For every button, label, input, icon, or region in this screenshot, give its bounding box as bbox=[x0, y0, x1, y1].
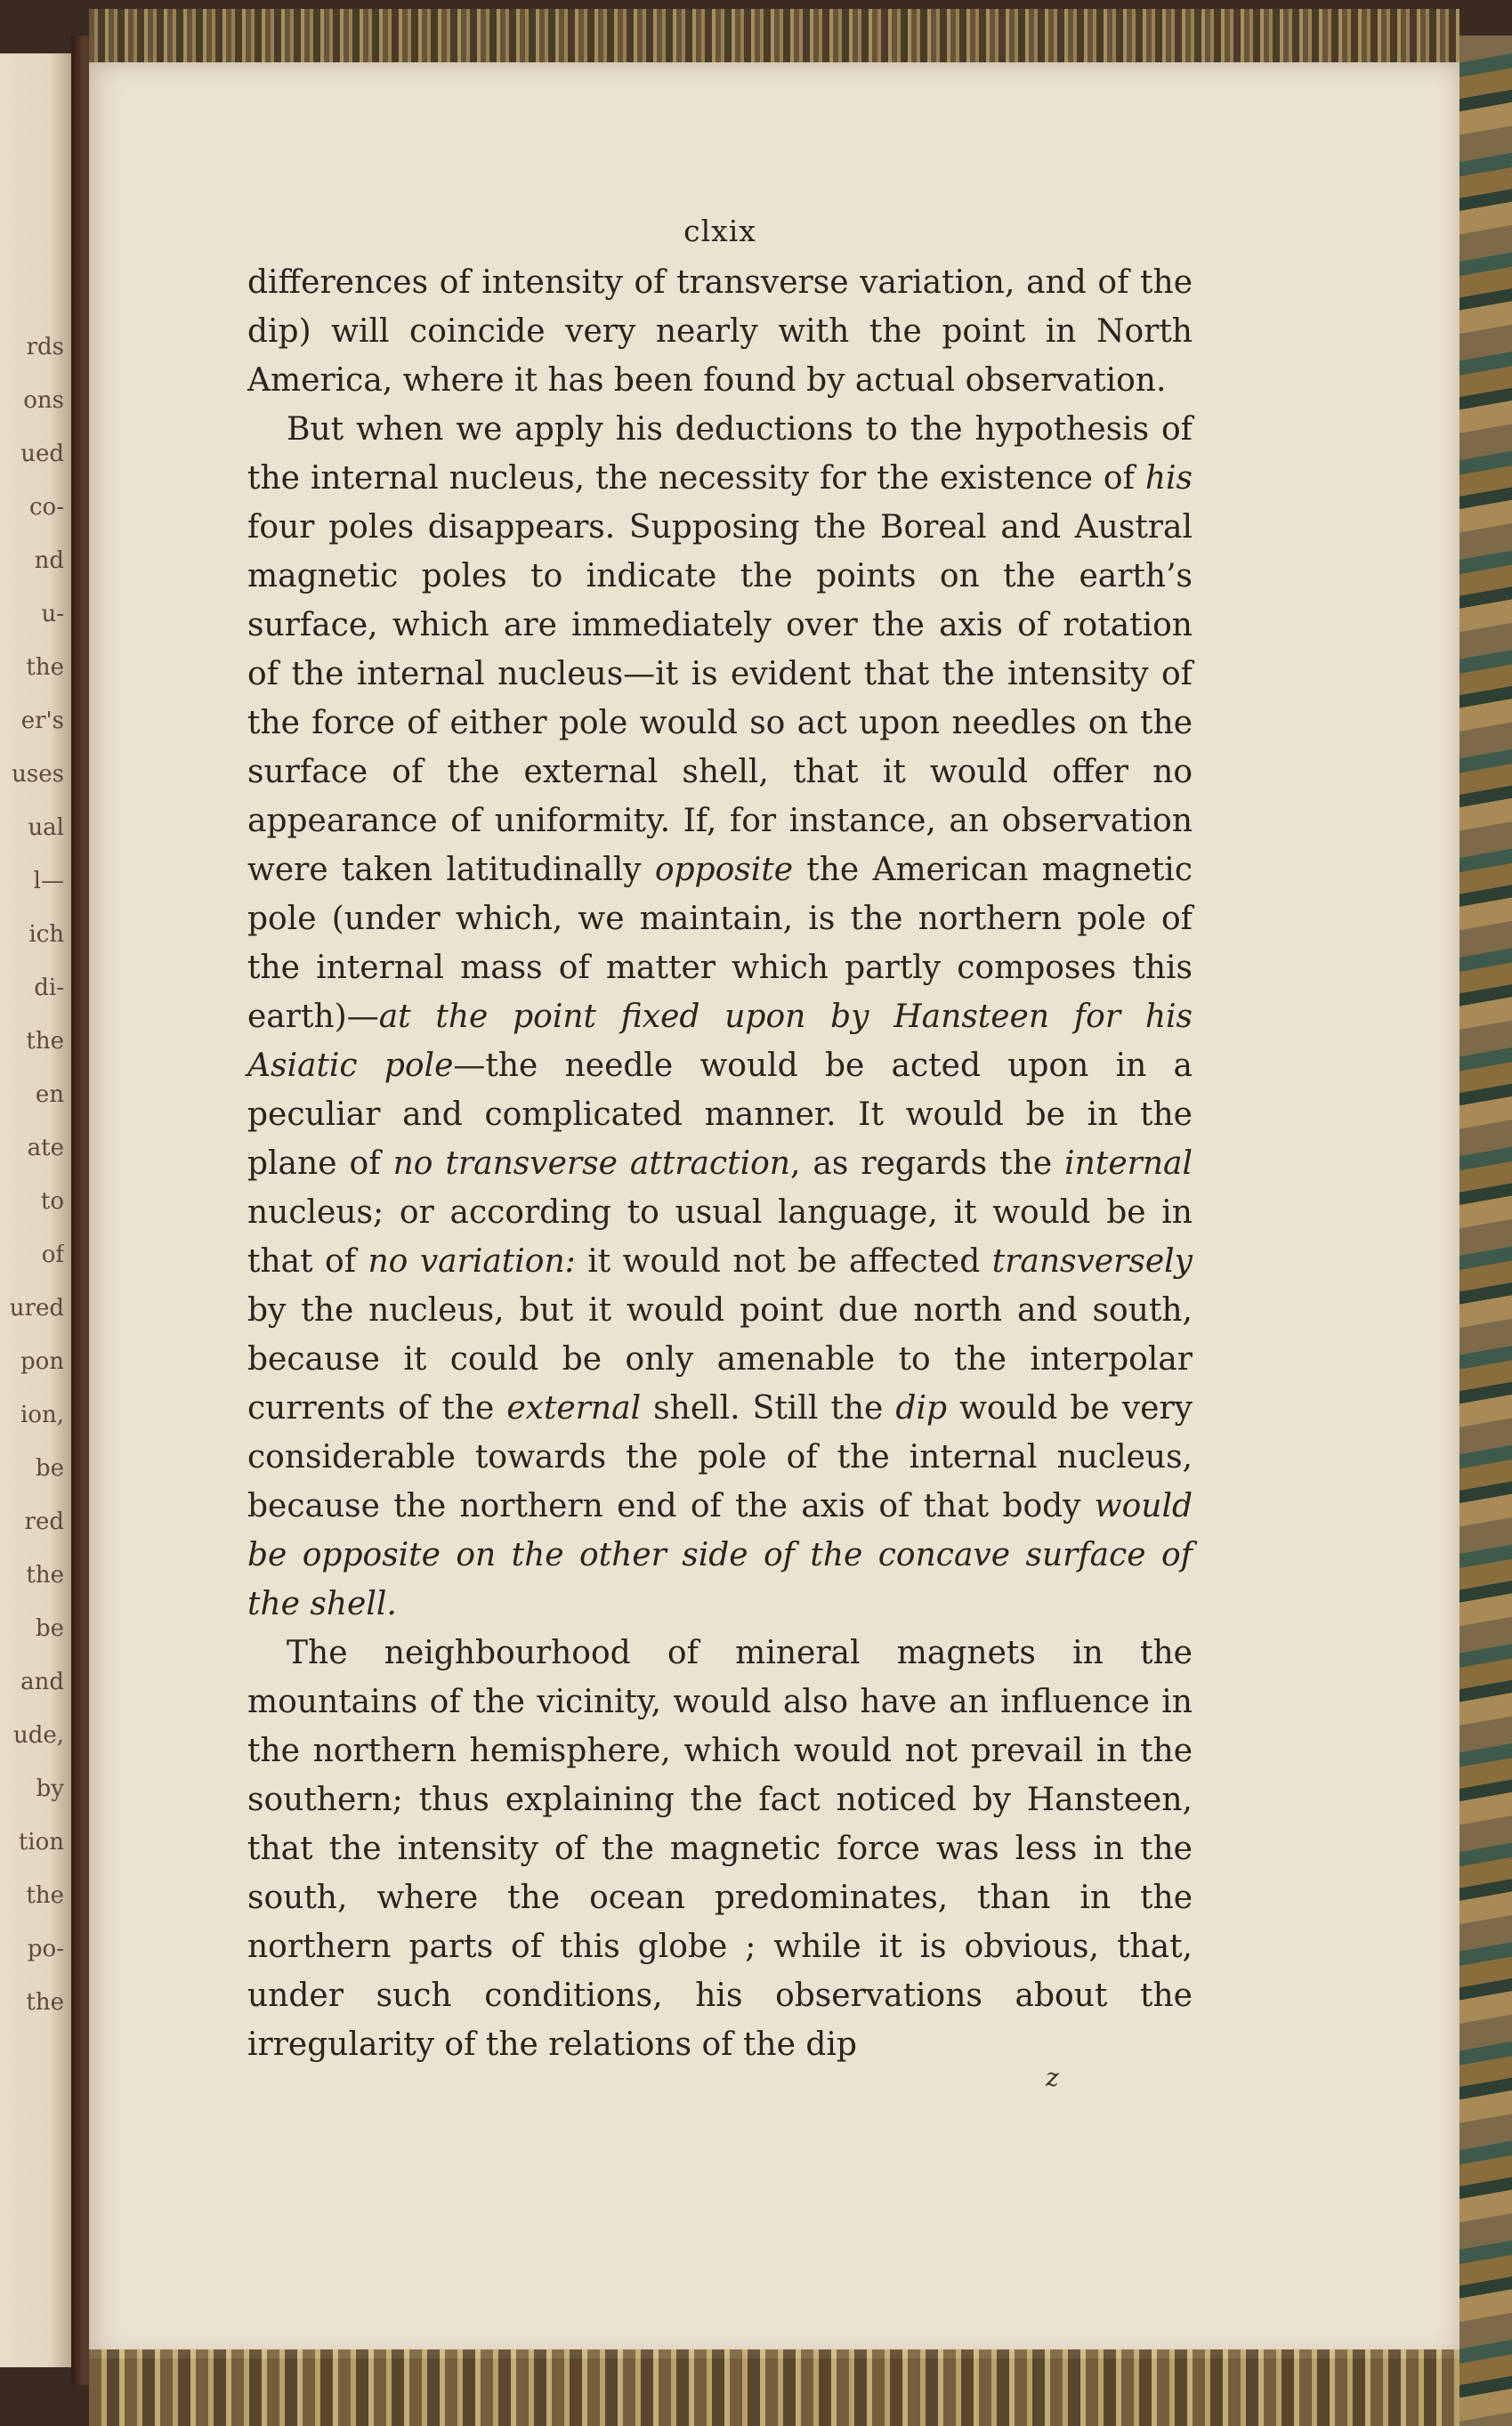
italic-run: would be opposite on the other side of the concave surface of the shell. bbox=[247, 1488, 1193, 1622]
fragment: ion, bbox=[20, 1402, 64, 1428]
fragment: u- bbox=[41, 601, 64, 627]
text-run: the American magnetic pole (under which, we maintain, is the northern pole of the internal mass of matter which partly composes this earth)— bbox=[247, 852, 1193, 1035]
italic-run: dip bbox=[895, 1390, 948, 1427]
marbled-fore-edge bbox=[1459, 36, 1512, 2426]
fragment: pon bbox=[20, 1348, 64, 1375]
fragment: be bbox=[35, 1615, 64, 1642]
fragment: di- bbox=[34, 974, 64, 1001]
fragment: ude, bbox=[12, 1722, 64, 1749]
text-run: four poles disappears. Supposing the Boreal and Austral magnetic poles to indicate the points on the earth’s surface, which are immediately over the axis of rotation of the internal nucleus—it is evident that the intensity of the force of either pole would so act upon needles on the surface of the external shell, that it would offer no appearance of uniformity. If, for instance, an observation were taken latitudinally bbox=[247, 509, 1193, 888]
italic-run: external bbox=[506, 1390, 642, 1427]
fragment: ual bbox=[28, 814, 64, 841]
fragment: the bbox=[26, 1989, 64, 2016]
bottom-page-edges bbox=[89, 2349, 1459, 2426]
paragraph-1: differences of intensity of transverse variation, and of the dip) will coincide very nearly with the point in North America, where it has been found by actual observation. bbox=[247, 264, 1193, 399]
fragment: l— bbox=[33, 868, 64, 894]
paragraph-2 bbox=[247, 405, 1193, 1629]
fragment: tion bbox=[18, 1829, 64, 1856]
fragment: and bbox=[20, 1669, 64, 1695]
italic-run: no variation: bbox=[368, 1243, 576, 1280]
fragment: the bbox=[26, 654, 64, 681]
italic-run: transversely bbox=[991, 1243, 1193, 1280]
text-run: But when we apply his deductions to the hypothesis of the internal nucleus, the necessity for the existence of bbox=[247, 411, 1193, 497]
text-run: shell. Still the bbox=[641, 1390, 896, 1427]
fragment: rds bbox=[26, 334, 64, 360]
fragment: co- bbox=[29, 494, 64, 521]
fragment: the bbox=[26, 1028, 64, 1055]
fragment: the bbox=[26, 1882, 64, 1909]
text-run: would be very considerable towards the pole of the internal nucleus, because the northern end of the axis of that body bbox=[247, 1390, 1193, 1524]
signature-mark: z bbox=[1046, 2063, 1059, 2092]
fragment: en bbox=[35, 1081, 64, 1108]
fragment: red bbox=[24, 1508, 64, 1535]
facing-page-fragments bbox=[0, 320, 71, 2029]
italic-run: his bbox=[1144, 460, 1193, 497]
paragraph-3: The neighbourhood of mineral magnets in the mountains of the vicinity, would also have an influence in the northern hemisphere, which would not prevail in the southern; thus explaining the fact noticed by Hansteen, that the intensity of the magnetic force was less in the south, where the ocean predominates, than in the northern parts of this globe ; while it is obvious, that, under such conditions, his observations about the irregularity of the relations of the dip bbox=[247, 1635, 1193, 2063]
italic-run: opposite bbox=[654, 852, 794, 888]
fragment: ued bbox=[20, 441, 64, 467]
fragment: po- bbox=[27, 1936, 64, 1962]
page-number: clxix bbox=[683, 214, 756, 248]
fragment: be bbox=[35, 1455, 64, 1482]
italic-run: no transverse attraction bbox=[392, 1145, 790, 1182]
fragment: er's bbox=[20, 708, 64, 734]
text-run: , as regards the bbox=[789, 1145, 1065, 1182]
fragment: of bbox=[41, 1241, 64, 1268]
fragment: ons bbox=[23, 387, 64, 414]
text-run: by the nucleus, but it would point due north and south, because it could be only amenable to the interpolar currents of the bbox=[247, 1292, 1193, 1427]
fragment: ured bbox=[9, 1295, 64, 1322]
top-page-edges bbox=[89, 9, 1459, 62]
fragment: to bbox=[40, 1188, 64, 1215]
facing-page-edge bbox=[0, 53, 71, 2367]
fragment: ate bbox=[27, 1135, 64, 1161]
fragment: ich bbox=[28, 921, 64, 948]
fragment: nd bbox=[34, 547, 64, 574]
page-text bbox=[247, 205, 1193, 2069]
text-run: nucleus; or according to usual language, it would be in that of bbox=[247, 1194, 1193, 1280]
fragment: the bbox=[26, 1562, 64, 1589]
italic-run: at the point fixed upon by Hansteen for his Asiatic pole bbox=[247, 999, 1193, 1084]
italic-run: internal bbox=[1064, 1145, 1193, 1182]
fragment: uses bbox=[12, 761, 64, 788]
text-run: —the needle would be acted upon in a peculiar and complicated manner. It would be in the plane of bbox=[247, 1047, 1193, 1182]
fragment: by bbox=[36, 1775, 64, 1802]
text-run: it would not be affected bbox=[575, 1243, 992, 1280]
